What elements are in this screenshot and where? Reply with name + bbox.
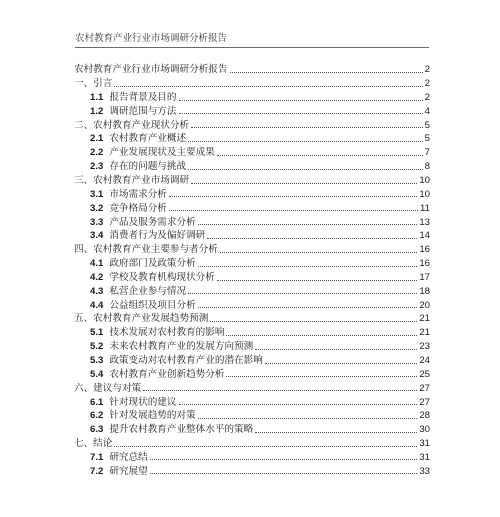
toc-entry-label: 产品及服务需求分析 <box>109 216 196 228</box>
toc-page-number: 5 <box>424 119 430 131</box>
toc-entry[interactable] <box>74 255 430 269</box>
toc-entry-label: 私营企业参与情况 <box>109 285 187 297</box>
toc-page-number: 17 <box>419 271 430 283</box>
toc-dot-leader <box>230 71 423 73</box>
toc-entry-label: 研究总结 <box>109 451 148 463</box>
toc-entry[interactable] <box>74 324 430 338</box>
toc-entry[interactable] <box>74 338 430 352</box>
toc-page-number: 28 <box>419 410 430 422</box>
toc-entry-number: 3.3 <box>90 216 104 228</box>
toc-entry[interactable] <box>74 199 430 213</box>
toc-entry-number: 4.2 <box>90 271 104 283</box>
toc-entry-number: 7.2 <box>90 465 104 477</box>
toc-entry-number: 7.1 <box>90 451 104 463</box>
toc-entry-number: 3.2 <box>90 202 104 214</box>
toc-entry-label: 二、农村教育产业现状分析 <box>74 119 190 131</box>
toc-entry[interactable] <box>74 116 430 130</box>
toc-entry[interactable] <box>74 379 430 393</box>
toc-dot-leader <box>188 140 423 142</box>
toc-page-number: 20 <box>419 299 430 311</box>
toc-entry-label: 提升农村教育产业整体水平的策略 <box>109 424 254 436</box>
toc-entry[interactable] <box>74 296 430 310</box>
toc-entry[interactable] <box>74 366 430 380</box>
toc-entry-label: 竞争格局分析 <box>109 202 167 214</box>
toc-entry-label: 农村教育产业概述 <box>109 133 187 145</box>
toc-entry-number: 5.3 <box>90 354 104 366</box>
toc-page-number: 21 <box>419 313 430 325</box>
toc-dot-leader <box>198 417 418 419</box>
toc-entry-number: 1.1 <box>90 91 104 103</box>
toc-entry-label: 一、引言 <box>74 78 113 90</box>
toc-entry[interactable] <box>74 158 430 172</box>
toc-entry-number: 4.3 <box>90 285 104 297</box>
toc-dot-leader <box>114 85 422 87</box>
toc-entry[interactable] <box>74 75 430 89</box>
toc-entry-label: 公益组织及项目分析 <box>109 299 196 311</box>
toc-entry[interactable] <box>74 310 430 324</box>
toc-page-number: 21 <box>419 327 430 339</box>
toc-page-number: 16 <box>419 244 430 256</box>
toc-entry-number: 4.4 <box>90 299 104 311</box>
toc-entry[interactable] <box>74 61 430 75</box>
toc-dot-leader <box>179 403 418 405</box>
toc-page-number: 33 <box>419 465 430 477</box>
toc-dot-leader <box>179 112 423 114</box>
toc-page-number: 25 <box>419 368 430 380</box>
toc-entry[interactable] <box>74 172 430 186</box>
toc-entry[interactable] <box>74 435 430 449</box>
toc-entry-number: 5.1 <box>90 327 104 339</box>
toc-entry[interactable] <box>74 462 430 476</box>
toc-dot-leader <box>169 209 418 211</box>
toc-page-number: 5 <box>424 133 430 145</box>
toc-entry-label: 针对发展趋势的对策 <box>109 410 196 422</box>
toc-entry-label: 市场需求分析 <box>109 188 167 200</box>
toc-entry-number: 6.2 <box>90 410 104 422</box>
toc-entry-number: 6.1 <box>90 396 104 408</box>
table-of-contents <box>74 61 430 476</box>
toc-entry[interactable] <box>74 421 430 435</box>
toc-page-number: 10 <box>419 188 430 200</box>
toc-entry-label: 农村教育产业创新趋势分析 <box>109 368 225 380</box>
toc-entry-number: 4.1 <box>90 258 104 270</box>
toc-dot-leader <box>217 279 417 281</box>
toc-dot-leader <box>255 348 417 350</box>
toc-entry-label: 调研范围与方法 <box>109 105 177 117</box>
toc-dot-leader <box>191 182 417 184</box>
toc-entry-label: 五、农村教育产业发展趋势预测 <box>74 313 209 325</box>
toc-entry-number: 2.2 <box>90 147 104 159</box>
toc-entry-label: 产业发展现状及主要成果 <box>109 147 215 159</box>
toc-page-number: 27 <box>419 382 430 394</box>
toc-entry-label: 研究展望 <box>109 465 148 477</box>
toc-page-number: 13 <box>419 216 430 228</box>
toc-page-number: 2 <box>424 78 430 90</box>
toc-entry[interactable] <box>74 449 430 463</box>
toc-entry[interactable] <box>74 269 430 283</box>
toc-dot-leader <box>255 431 417 433</box>
toc-entry[interactable] <box>74 283 430 297</box>
toc-entry[interactable] <box>74 144 430 158</box>
toc-dot-leader <box>226 375 417 377</box>
toc-dot-leader <box>143 389 417 391</box>
toc-entry-label: 四、农村教育产业主要参与者分析 <box>74 244 218 256</box>
toc-entry-number: 5.2 <box>90 341 104 353</box>
toc-dot-leader <box>198 306 418 308</box>
toc-entry[interactable] <box>74 393 430 407</box>
toc-entry[interactable] <box>74 186 430 200</box>
toc-entry-number: 3.1 <box>90 188 104 200</box>
toc-entry[interactable] <box>74 227 430 241</box>
toc-entry-label: 三、农村教育产业市场调研 <box>74 175 190 186</box>
toc-entry-label: 七、结论 <box>74 438 113 450</box>
toc-entry-label: 针对现状的建议 <box>109 396 177 408</box>
toc-entry-number: 5.4 <box>90 368 104 380</box>
toc-dot-leader <box>226 334 417 336</box>
toc-entry-label: 报告背景及目的 <box>109 91 177 103</box>
toc-entry[interactable] <box>74 130 430 144</box>
toc-page-number: 30 <box>419 424 430 436</box>
toc-dot-leader <box>114 445 417 447</box>
toc-page-number: 11 <box>420 202 430 214</box>
toc-dot-leader <box>191 126 423 128</box>
toc-dot-leader <box>198 223 418 225</box>
toc-entry-label: 六、建议与对策 <box>74 382 142 394</box>
running-header: 农村教育产业行业市场调研分析报告 <box>75 33 228 44</box>
toc-page-number: 14 <box>419 230 430 242</box>
toc-entry-number: 3.4 <box>90 230 104 242</box>
toc-dot-leader <box>217 154 423 156</box>
toc-page-number: 7 <box>424 147 430 159</box>
toc-dot-leader <box>207 237 417 239</box>
header-rule <box>75 47 429 48</box>
toc-page-number: 8 <box>424 161 430 173</box>
toc-entry[interactable] <box>74 89 430 103</box>
toc-dot-leader <box>179 99 423 101</box>
toc-entry-number: 1.2 <box>90 105 104 117</box>
toc-entry[interactable] <box>74 241 430 255</box>
toc-page-number: 2 <box>424 91 430 103</box>
toc-dot-leader <box>150 458 418 460</box>
toc-dot-leader <box>188 292 417 294</box>
toc-entry-number: 2.3 <box>90 161 104 173</box>
toc-page-number: 2 <box>424 64 430 76</box>
toc-entry[interactable] <box>74 352 430 366</box>
toc-entry[interactable] <box>74 103 430 117</box>
toc-entry-number: 2.1 <box>90 133 104 145</box>
toc-entry[interactable] <box>74 213 430 227</box>
toc-entry-label: 存在的问题与挑战 <box>109 161 187 173</box>
toc-entry-label: 消费者行为及偏好调研 <box>109 230 206 242</box>
toc-dot-leader <box>188 168 423 170</box>
toc-entry-label: 政府部门及政策分析 <box>109 258 196 270</box>
toc-page-number: 27 <box>419 396 430 408</box>
toc-entry[interactable] <box>74 407 430 421</box>
toc-page-number: 16 <box>419 258 430 270</box>
toc-page-number: 18 <box>419 285 430 297</box>
toc-page-number: 4 <box>424 105 430 117</box>
toc-dot-leader <box>169 195 417 197</box>
toc-entry-label: 技术发展对农村教育的影响 <box>109 327 225 339</box>
toc-entry-label: 未来农村教育产业的发展方向预测 <box>109 341 254 353</box>
toc-dot-leader <box>210 320 417 322</box>
toc-page-number: 31 <box>419 451 430 463</box>
toc-page-number: 24 <box>419 354 430 366</box>
toc-dot-leader <box>265 362 417 364</box>
toc-entry-number: 6.3 <box>90 424 104 436</box>
toc-entry-label: 农村教育产业行业市场调研分析报告 <box>74 64 228 76</box>
toc-dot-leader <box>198 265 418 267</box>
toc-page-number: 23 <box>419 341 430 353</box>
toc-page-number: 31 <box>419 438 430 450</box>
toc-dot-leader <box>220 251 417 253</box>
toc-page-number: 10 <box>419 175 430 186</box>
toc-dot-leader <box>150 472 418 474</box>
toc-entry-label: 学校及教育机构现状分析 <box>109 271 215 283</box>
toc-entry-label: 政策变动对农村教育产业的潜在影响 <box>109 354 263 366</box>
